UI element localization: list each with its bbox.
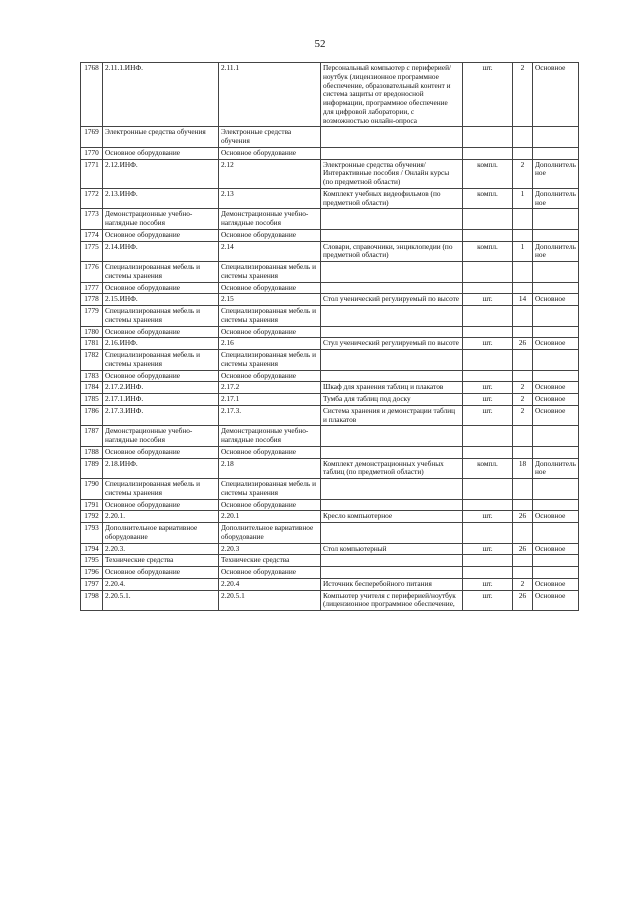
row-number-cell: 1778 <box>81 294 103 306</box>
unit-cell <box>463 282 513 294</box>
name-cell <box>321 426 463 447</box>
code-cell: 2.18.ИНФ. <box>103 458 219 479</box>
quantity-cell: 2 <box>513 159 533 188</box>
section-code-cell: 2.14 <box>219 241 321 262</box>
type-cell <box>533 523 579 544</box>
unit-cell <box>463 127 513 148</box>
name-cell: Стол ученический регулируемый по высоте <box>321 294 463 306</box>
code-cell: Дополнительное вариативное оборудование <box>103 523 219 544</box>
type-cell <box>533 567 579 579</box>
quantity-cell <box>513 555 533 567</box>
quantity-cell <box>513 350 533 371</box>
table-row <box>81 350 579 371</box>
name-cell <box>321 209 463 230</box>
type-cell: Основное <box>533 394 579 406</box>
row-number-cell: 1792 <box>81 511 103 523</box>
quantity-cell: 2 <box>513 405 533 426</box>
type-cell <box>533 209 579 230</box>
type-cell <box>533 229 579 241</box>
table-row <box>81 458 579 479</box>
code-cell: 2.20.5.1. <box>103 590 219 611</box>
unit-cell <box>463 229 513 241</box>
quantity-cell <box>513 567 533 579</box>
table-row <box>81 394 579 406</box>
name-cell: Система хранения и демонстрации таблиц и плакатов <box>321 405 463 426</box>
table-row <box>81 446 579 458</box>
row-number-cell: 1784 <box>81 382 103 394</box>
name-cell <box>321 306 463 327</box>
quantity-cell <box>513 147 533 159</box>
code-cell: 2.11.1.ИНФ. <box>103 63 219 127</box>
quantity-cell <box>513 523 533 544</box>
name-cell: Персональный компьютер с периферией/ноутбук (лицензионное программное обеспечение, образовательный контент и система защиты от вредоносной информации, программное обеспечение для цифровой лаборатории, с возможностью онлайн-опроса <box>321 63 463 127</box>
section-code-cell: 2.11.1 <box>219 63 321 127</box>
code-cell: 2.14.ИНФ. <box>103 241 219 262</box>
row-number-cell: 1773 <box>81 209 103 230</box>
quantity-cell: 1 <box>513 241 533 262</box>
table-row <box>81 578 579 590</box>
code-cell: 2.17.3.ИНФ. <box>103 405 219 426</box>
table-row <box>81 370 579 382</box>
section-code-cell: 2.17.3. <box>219 405 321 426</box>
unit-cell <box>463 147 513 159</box>
name-cell <box>321 567 463 579</box>
quantity-cell: 26 <box>513 543 533 555</box>
code-cell: Основное оборудование <box>103 499 219 511</box>
name-cell: Стул ученический регулируемый по высоте <box>321 338 463 350</box>
quantity-cell <box>513 282 533 294</box>
table-row <box>81 262 579 283</box>
unit-cell <box>463 523 513 544</box>
row-number-cell: 1776 <box>81 262 103 283</box>
code-cell: 2.16.ИНФ. <box>103 338 219 350</box>
code-cell: Специализированная мебель и системы хранения <box>103 350 219 371</box>
section-code-cell: Специализированная мебель и системы хранения <box>219 479 321 500</box>
row-number-cell: 1798 <box>81 590 103 611</box>
quantity-cell: 2 <box>513 63 533 127</box>
table-row <box>81 543 579 555</box>
type-cell: Основное <box>533 405 579 426</box>
name-cell <box>321 127 463 148</box>
quantity-cell: 26 <box>513 590 533 611</box>
row-number-cell: 1783 <box>81 370 103 382</box>
type-cell: Основное <box>533 294 579 306</box>
quantity-cell <box>513 426 533 447</box>
table-row <box>81 241 579 262</box>
section-code-cell: 2.20.1 <box>219 511 321 523</box>
type-cell <box>533 555 579 567</box>
unit-cell: компл. <box>463 241 513 262</box>
table-row <box>81 426 579 447</box>
name-cell: Кресло компьютерное <box>321 511 463 523</box>
table-row <box>81 294 579 306</box>
row-number-cell: 1777 <box>81 282 103 294</box>
section-code-cell: Основное оборудование <box>219 229 321 241</box>
name-cell <box>321 282 463 294</box>
section-code-cell: 2.12 <box>219 159 321 188</box>
section-code-cell: Специализированная мебель и системы хранения <box>219 262 321 283</box>
table-row <box>81 338 579 350</box>
name-cell <box>321 446 463 458</box>
unit-cell: шт. <box>463 294 513 306</box>
type-cell: Основное <box>533 511 579 523</box>
code-cell: Основное оборудование <box>103 446 219 458</box>
type-cell <box>533 370 579 382</box>
section-code-cell: Специализированная мебель и системы хранения <box>219 350 321 371</box>
type-cell <box>533 147 579 159</box>
table-row <box>81 209 579 230</box>
table-row <box>81 326 579 338</box>
row-number-cell: 1772 <box>81 188 103 209</box>
code-cell: Основное оборудование <box>103 326 219 338</box>
row-number-cell: 1782 <box>81 350 103 371</box>
row-number-cell: 1791 <box>81 499 103 511</box>
unit-cell: шт. <box>463 394 513 406</box>
type-cell: Дополнительное <box>533 241 579 262</box>
code-cell: 2.20.1. <box>103 511 219 523</box>
unit-cell: компл. <box>463 458 513 479</box>
table-row <box>81 147 579 159</box>
unit-cell <box>463 262 513 283</box>
row-number-cell: 1796 <box>81 567 103 579</box>
type-cell <box>533 326 579 338</box>
code-cell: Демонстрационные учебно-наглядные пособия <box>103 209 219 230</box>
table-row <box>81 229 579 241</box>
section-code-cell: 2.20.3 <box>219 543 321 555</box>
table-row <box>81 590 579 611</box>
type-cell <box>533 479 579 500</box>
section-code-cell: 2.17.1 <box>219 394 321 406</box>
type-cell <box>533 426 579 447</box>
row-number-cell: 1770 <box>81 147 103 159</box>
quantity-cell <box>513 370 533 382</box>
name-cell <box>321 350 463 371</box>
unit-cell <box>463 350 513 371</box>
name-cell: Электронные средства обучения/Интерактивные пособия / Онлайн курсы (по предметной области) <box>321 159 463 188</box>
type-cell <box>533 446 579 458</box>
row-number-cell: 1771 <box>81 159 103 188</box>
quantity-cell: 14 <box>513 294 533 306</box>
table-row <box>81 188 579 209</box>
section-code-cell: Основное оборудование <box>219 147 321 159</box>
name-cell <box>321 229 463 241</box>
quantity-cell: 2 <box>513 394 533 406</box>
table-row <box>81 511 579 523</box>
name-cell <box>321 523 463 544</box>
section-code-cell: Демонстрационные учебно-наглядные пособия <box>219 426 321 447</box>
quantity-cell: 2 <box>513 382 533 394</box>
table-row <box>81 499 579 511</box>
quantity-cell <box>513 499 533 511</box>
quantity-cell: 2 <box>513 578 533 590</box>
type-cell <box>533 499 579 511</box>
name-cell <box>321 147 463 159</box>
name-cell: Словари, справочники, энциклопедии (по предметной области) <box>321 241 463 262</box>
unit-cell: компл. <box>463 188 513 209</box>
unit-cell <box>463 370 513 382</box>
row-number-cell: 1790 <box>81 479 103 500</box>
table-row <box>81 127 579 148</box>
unit-cell: шт. <box>463 511 513 523</box>
unit-cell <box>463 499 513 511</box>
code-cell: Основное оборудование <box>103 567 219 579</box>
name-cell: Комплект демонстрационных учебных таблиц (по предметной области) <box>321 458 463 479</box>
quantity-cell: 26 <box>513 511 533 523</box>
unit-cell: шт. <box>463 590 513 611</box>
name-cell <box>321 499 463 511</box>
code-cell: Основное оборудование <box>103 229 219 241</box>
row-number-cell: 1789 <box>81 458 103 479</box>
row-number-cell: 1779 <box>81 306 103 327</box>
row-number-cell: 1787 <box>81 426 103 447</box>
section-code-cell: 2.16 <box>219 338 321 350</box>
section-code-cell: 2.13 <box>219 188 321 209</box>
row-number-cell: 1774 <box>81 229 103 241</box>
section-code-cell: Основное оборудование <box>219 499 321 511</box>
unit-cell: шт. <box>463 578 513 590</box>
quantity-cell: 18 <box>513 458 533 479</box>
row-number-cell: 1780 <box>81 326 103 338</box>
type-cell: Дополнительное <box>533 159 579 188</box>
unit-cell <box>463 555 513 567</box>
name-cell <box>321 262 463 283</box>
section-code-cell: Демонстрационные учебно-наглядные пособия <box>219 209 321 230</box>
unit-cell: шт. <box>463 63 513 127</box>
quantity-cell: 1 <box>513 188 533 209</box>
section-code-cell: Основное оборудование <box>219 326 321 338</box>
quantity-cell <box>513 127 533 148</box>
row-number-cell: 1775 <box>81 241 103 262</box>
table-row <box>81 479 579 500</box>
code-cell: 2.15.ИНФ. <box>103 294 219 306</box>
row-number-cell: 1781 <box>81 338 103 350</box>
type-cell <box>533 306 579 327</box>
type-cell <box>533 282 579 294</box>
section-code-cell: Основное оборудование <box>219 370 321 382</box>
unit-cell: компл. <box>463 159 513 188</box>
unit-cell: шт. <box>463 382 513 394</box>
unit-cell <box>463 326 513 338</box>
name-cell: Тумба для таблиц под доску <box>321 394 463 406</box>
section-code-cell: Дополнительное вариативное оборудование <box>219 523 321 544</box>
code-cell: 2.13.ИНФ. <box>103 188 219 209</box>
section-code-cell: 2.20.4 <box>219 578 321 590</box>
code-cell: 2.20.3. <box>103 543 219 555</box>
section-code-cell: Основное оборудование <box>219 282 321 294</box>
quantity-cell <box>513 209 533 230</box>
code-cell: 2.20.4. <box>103 578 219 590</box>
quantity-cell <box>513 262 533 283</box>
section-code-cell: 2.18 <box>219 458 321 479</box>
unit-cell <box>463 209 513 230</box>
type-cell: Основное <box>533 590 579 611</box>
type-cell: Основное <box>533 338 579 350</box>
row-number-cell: 1794 <box>81 543 103 555</box>
section-code-cell: Специализированная мебель и системы хранения <box>219 306 321 327</box>
row-number-cell: 1786 <box>81 405 103 426</box>
name-cell <box>321 326 463 338</box>
quantity-cell <box>513 229 533 241</box>
section-code-cell: 2.17.2 <box>219 382 321 394</box>
row-number-cell: 1769 <box>81 127 103 148</box>
section-code-cell: Электронные средства обучения <box>219 127 321 148</box>
type-cell <box>533 350 579 371</box>
name-cell <box>321 555 463 567</box>
section-code-cell: Основное оборудование <box>219 446 321 458</box>
row-number-cell: 1795 <box>81 555 103 567</box>
table-row <box>81 282 579 294</box>
row-number-cell: 1788 <box>81 446 103 458</box>
type-cell: Основное <box>533 578 579 590</box>
table-row <box>81 523 579 544</box>
unit-cell <box>463 479 513 500</box>
name-cell: Шкаф для хранения таблиц и плакатов <box>321 382 463 394</box>
name-cell: Компьютер учителя с периферией/ноутбук (лицензионное программное обеспечение, <box>321 590 463 611</box>
code-cell: Демонстрационные учебно-наглядные пособия <box>103 426 219 447</box>
quantity-cell <box>513 446 533 458</box>
type-cell: Основное <box>533 63 579 127</box>
unit-cell <box>463 446 513 458</box>
type-cell <box>533 262 579 283</box>
row-number-cell: 1793 <box>81 523 103 544</box>
code-cell: Специализированная мебель и системы хранения <box>103 262 219 283</box>
code-cell: Электронные средства обучения <box>103 127 219 148</box>
section-code-cell: Основное оборудование <box>219 567 321 579</box>
name-cell <box>321 370 463 382</box>
table-row <box>81 382 579 394</box>
quantity-cell: 26 <box>513 338 533 350</box>
code-cell: Основное оборудование <box>103 370 219 382</box>
code-cell: 2.17.2.ИНФ. <box>103 382 219 394</box>
table-row <box>81 567 579 579</box>
code-cell: 2.12.ИНФ. <box>103 159 219 188</box>
code-cell: Технические средства <box>103 555 219 567</box>
code-cell: Специализированная мебель и системы хранения <box>103 306 219 327</box>
quantity-cell <box>513 326 533 338</box>
row-number-cell: 1785 <box>81 394 103 406</box>
name-cell <box>321 479 463 500</box>
unit-cell <box>463 567 513 579</box>
type-cell: Дополнительное <box>533 458 579 479</box>
code-cell: Специализированная мебель и системы хранения <box>103 479 219 500</box>
unit-cell: шт. <box>463 338 513 350</box>
type-cell <box>533 127 579 148</box>
quantity-cell <box>513 479 533 500</box>
name-cell: Комплект учебных видеофильмов (по предметной области) <box>321 188 463 209</box>
type-cell: Дополнительное <box>533 188 579 209</box>
equipment-table <box>80 62 579 611</box>
code-cell: Основное оборудование <box>103 282 219 294</box>
unit-cell <box>463 426 513 447</box>
unit-cell: шт. <box>463 405 513 426</box>
code-cell: 2.17.1.ИНФ. <box>103 394 219 406</box>
table-row <box>81 555 579 567</box>
section-code-cell: Технические средства <box>219 555 321 567</box>
unit-cell: шт. <box>463 543 513 555</box>
name-cell: Стол компьютерный <box>321 543 463 555</box>
code-cell: Основное оборудование <box>103 147 219 159</box>
section-code-cell: 2.20.5.1 <box>219 590 321 611</box>
row-number-cell: 1768 <box>81 63 103 127</box>
section-code-cell: 2.15 <box>219 294 321 306</box>
table-row <box>81 63 579 127</box>
quantity-cell <box>513 306 533 327</box>
type-cell: Основное <box>533 382 579 394</box>
page-number: 52 <box>314 38 326 50</box>
table-row <box>81 405 579 426</box>
table-row <box>81 306 579 327</box>
table-body <box>81 63 579 611</box>
table-row <box>81 159 579 188</box>
name-cell: Источник бесперебойного питания <box>321 578 463 590</box>
type-cell: Основное <box>533 543 579 555</box>
unit-cell <box>463 306 513 327</box>
row-number-cell: 1797 <box>81 578 103 590</box>
